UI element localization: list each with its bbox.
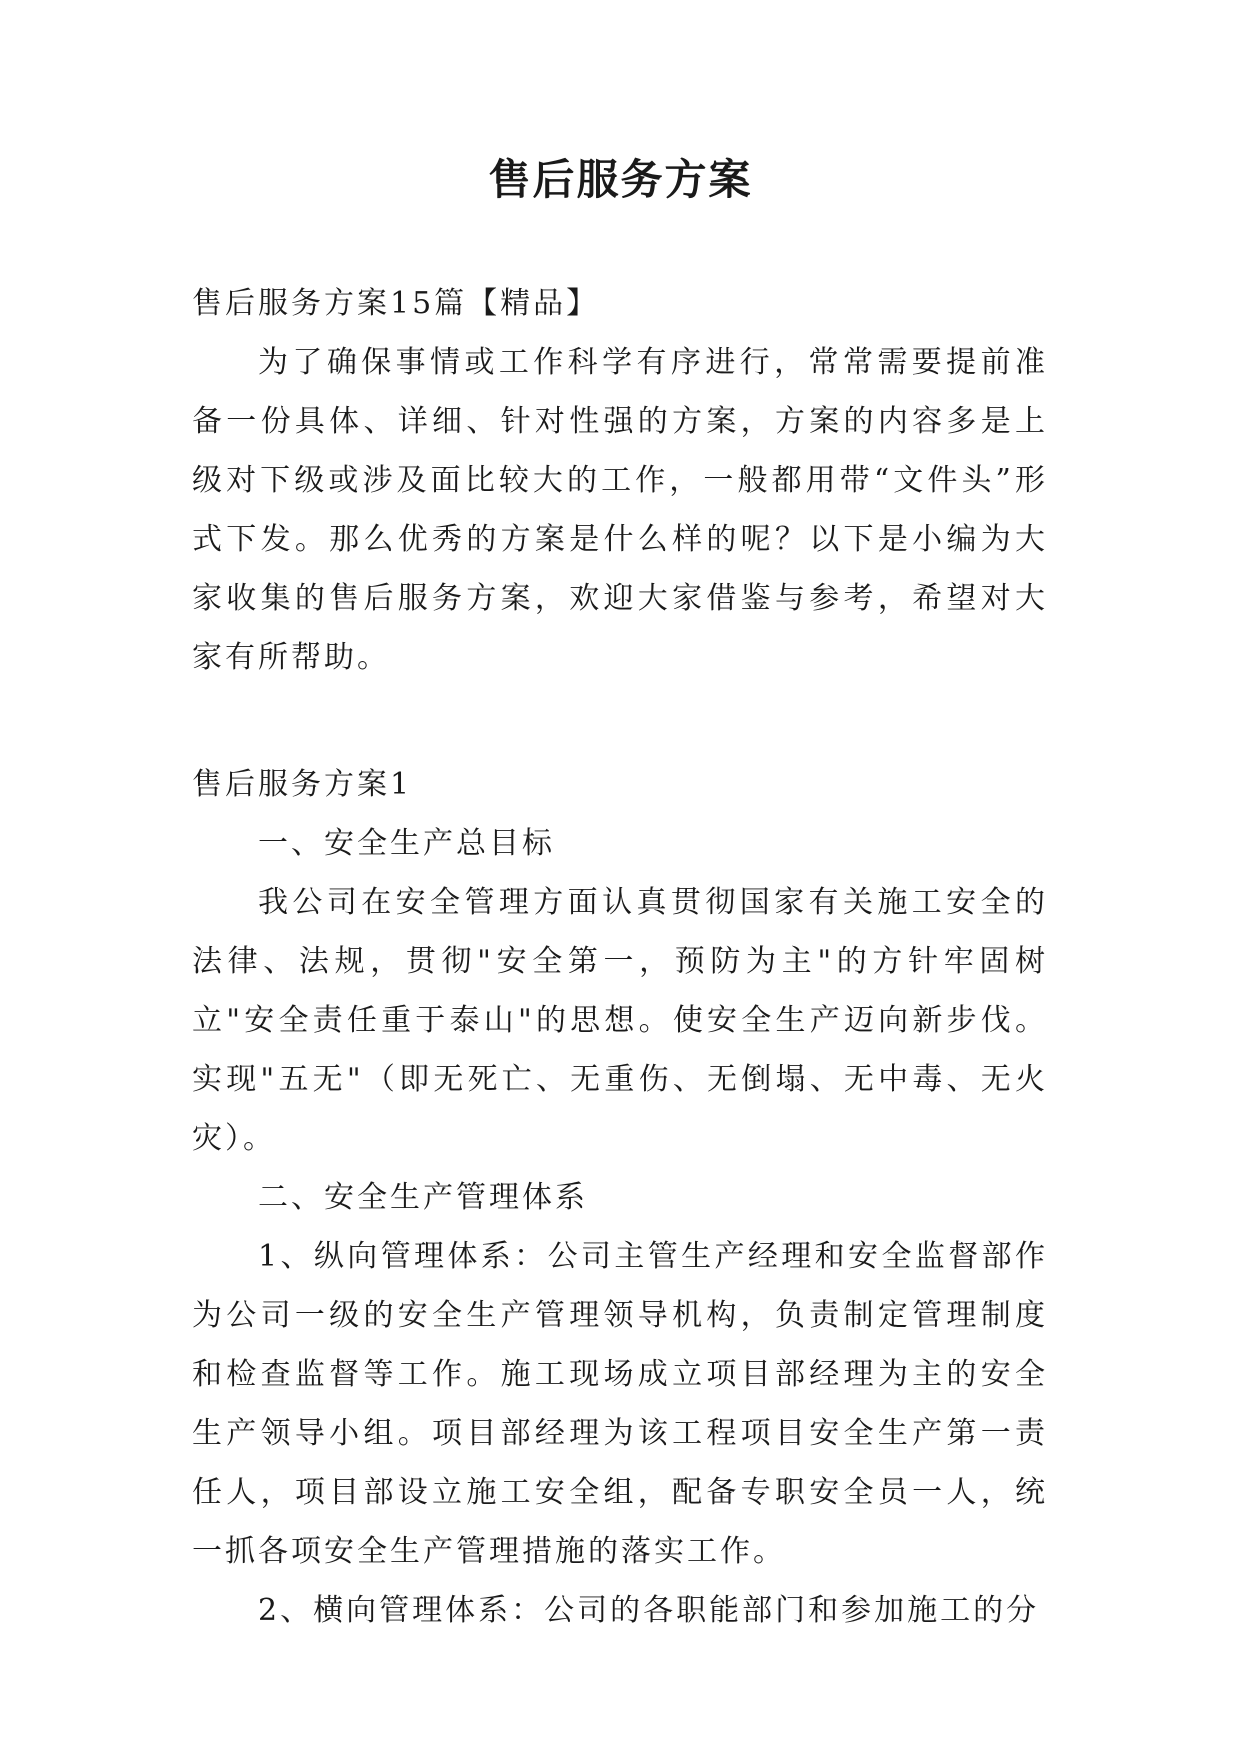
- collection-heading: 售后服务方案15篇【精品】: [192, 286, 600, 321]
- intro-block: [192, 274, 1048, 687]
- intro-paragraph: 为了确保事情或工作科学有序进行，常常需要提前准备一份具体、详细、针对性强的方案，方案的内容多是上级对下级或涉及面比较大的工作，一般都用带“文件头”形式下发。那么优秀的方案是什么样的呢？以下是小编为大家收集的售后服务方案，欢迎大家借鉴与参考，希望对大家有所帮助。: [192, 345, 1048, 675]
- heading-safety-goal: 一、安全生产总目标: [258, 826, 555, 861]
- paragraph-vertical-system: 1、纵向管理体系：公司主管生产经理和安全监督部作为公司一级的安全生产管理领导机构，负责制定管理制度和检查监督等工作。施工现场成立项目部经理为主的安全生产领导小组。项目部经理为该工程项目安全生产第一责任人，项目部设立施工安全组，配备专职安全员一人，统一抓各项安全生产管理措施的落实工作。: [192, 1239, 1048, 1569]
- paragraph-horizontal-system: 2、横向管理体系：公司的各职能部门和参加施工的分: [258, 1593, 1040, 1628]
- section-block: [192, 755, 1048, 1640]
- document-title: 售后服务方案: [488, 155, 753, 204]
- paragraph-safety-goal: 我公司在安全管理方面认真贯彻国家有关施工安全的法律、法规，贯彻"安全第一，预防为主"的方针牢固树立"安全责任重于泰山"的思想。使安全生产迈向新步伐。实现"五无"（即无死亡、无重伤、无倒塌、无中毒、无火灾）。: [192, 885, 1048, 1156]
- section-title: 售后服务方案1: [192, 767, 413, 802]
- heading-management-system: 二、安全生产管理体系: [258, 1180, 588, 1215]
